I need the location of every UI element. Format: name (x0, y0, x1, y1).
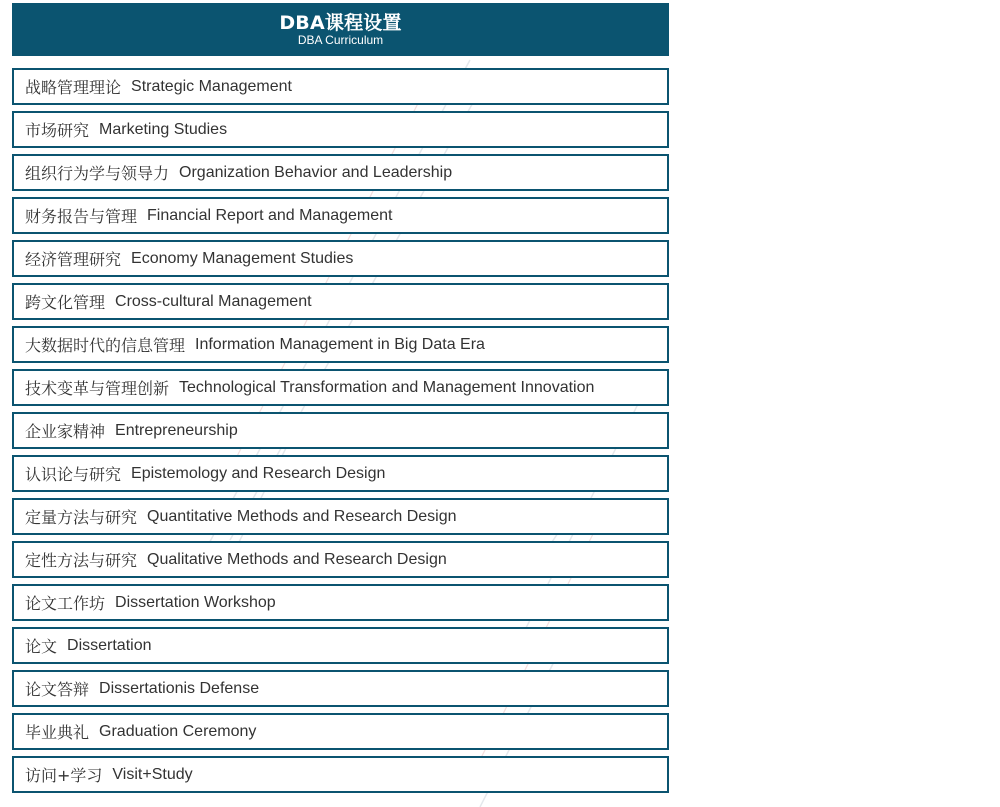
course-name-zh: 定量方法与研究 (25, 508, 138, 527)
course-name-zh: 技术变革与管理创新 (25, 379, 170, 398)
course-name-en: Organization Behavior and Leadership (179, 163, 453, 181)
course-name-zh: 大数据时代的信息管理 (25, 336, 186, 355)
course-item (12, 240, 669, 277)
course-name-en: Entrepreneurship (115, 421, 238, 439)
course-item (12, 541, 669, 578)
course-name-zh: 定性方法与研究 (25, 551, 138, 570)
course-name-zh: 论文工作坊 (25, 594, 106, 613)
course-name-en: Quantitative Methods and Research Design (147, 507, 457, 525)
course-name-en: Marketing Studies (99, 120, 228, 138)
course-name-en: Dissertation (67, 636, 152, 654)
course-name-en: Epistemology and Research Design (131, 464, 386, 482)
course-item (12, 713, 669, 750)
course-name-en: Dissertationis Defense (99, 679, 260, 697)
course-name-en: Strategic Management (131, 77, 292, 95)
course-item (12, 584, 669, 621)
course-name-en: Economy Management Studies (131, 249, 354, 267)
curriculum-panel (12, 3, 669, 799)
course-name-en: Graduation Ceremony (99, 722, 257, 740)
course-name-zh: 毕业典礼 (25, 723, 90, 742)
course-name-zh: 认识论与研究 (25, 465, 122, 484)
course-name-zh: 论文答辩 (25, 680, 90, 699)
course-name-zh: 企业家精神 (25, 422, 106, 441)
course-item (12, 197, 669, 234)
course-name-en: Cross-cultural Management (115, 292, 312, 310)
course-name-en: Information Management in Big Data Era (195, 335, 485, 353)
course-name-zh: 访问+学习 (25, 766, 103, 785)
course-item (12, 412, 669, 449)
course-list (12, 68, 669, 793)
course-name-zh: 组织行为学与领导力 (25, 164, 170, 183)
course-name-zh: 战略管理理论 (25, 78, 122, 97)
course-name-en: Dissertation Workshop (115, 593, 276, 611)
course-item (12, 283, 669, 320)
course-item (12, 111, 669, 148)
course-name-en: Qualitative Methods and Research Design (147, 550, 447, 568)
course-item (12, 455, 669, 492)
course-name-zh: 论文 (25, 637, 58, 656)
course-name-zh: 财务报告与管理 (25, 207, 138, 226)
course-name-en: Technological Transformation and Management Innovation (179, 378, 595, 396)
header-subtitle: DBA Curriculum (297, 33, 384, 47)
header-title: DBA课程设置 (279, 12, 402, 34)
course-name-zh: 经济管理研究 (25, 250, 122, 269)
course-name-en: Visit+Study (112, 765, 193, 783)
course-name-zh: 跨文化管理 (25, 293, 106, 312)
course-item (12, 627, 669, 664)
course-name-zh: 市场研究 (25, 121, 90, 140)
course-name-en: Financial Report and Management (147, 206, 393, 224)
course-item (12, 154, 669, 191)
course-item (12, 68, 669, 105)
course-item (12, 756, 669, 793)
course-item (12, 670, 669, 707)
course-item (12, 369, 669, 406)
course-item (12, 326, 669, 363)
curriculum-header (12, 3, 669, 56)
course-item (12, 498, 669, 535)
